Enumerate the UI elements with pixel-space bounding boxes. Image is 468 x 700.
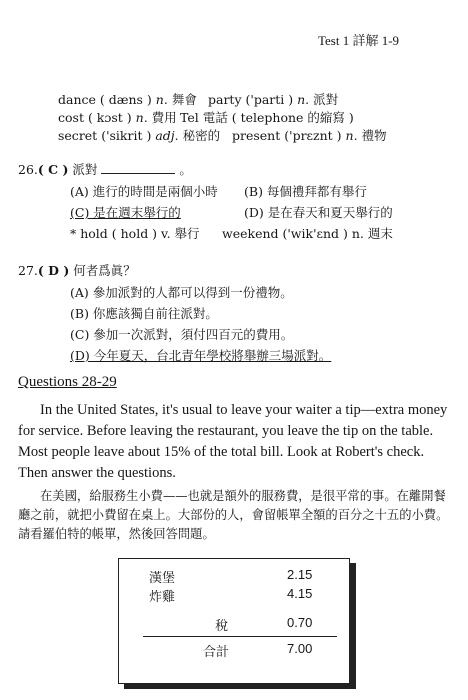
q26-note-weekend: weekend ('wik'ɛnd ) n. 週末 <box>222 226 393 241</box>
q26-option-b: (B) 每個禮拜都有舉行 <box>244 184 367 199</box>
vocab-dance: dance ( dæns ) n. 舞會 <box>58 92 197 107</box>
question-26-stem: 26.( C ) 派對 。 <box>18 162 192 177</box>
vocab-present: present ('prɛznt ) n. 禮物 <box>232 128 387 143</box>
check-item-price: 2.15 <box>287 567 313 582</box>
q26-option-d: (D) 是在春天和夏天舉行的 <box>244 205 393 220</box>
check-item-name: 漢堡 <box>149 570 176 585</box>
check-divider <box>143 636 337 637</box>
section-title: Questions 28-29 <box>18 374 117 390</box>
answer-26: ( C ) <box>37 162 69 177</box>
passage-chinese: 在美國，給服務生小費——也就是額外的服務費，是很平常的事。在離開餐廳之前，就把小費留在桌上。大部份的人，會留帳單全額的百分之十五的小費。請看羅伯特的帳單，然後回答問題。 <box>18 489 449 541</box>
vocab-secret: secret ('sikrit ) adj. 秘密的 <box>58 128 221 143</box>
q27-option-b: (B) 你應該獨自前往派對。 <box>70 306 218 321</box>
q27-option-a: (A) 參加派對的人都可以得到一份禮物。 <box>70 285 293 300</box>
check-tax-value: 0.70 <box>287 615 313 630</box>
answer-27: ( D ) <box>37 263 70 278</box>
q27-option-c: (C) 參加一次派對，須付四百元的費用。 <box>70 327 294 342</box>
vocab-party: party ('parti ) n. 派對 <box>208 92 339 107</box>
vocab-cost: cost ( kɔst ) n. 費用 <box>58 110 177 125</box>
q26-note-hold: * hold ( hold ) v. 舉行 <box>70 226 200 241</box>
q27-option-d: (D) 今年夏天，台北青年學校將舉辦三場派對。 <box>70 348 332 363</box>
check-total-label: 合計 <box>203 644 230 659</box>
check-item-price: 4.15 <box>287 586 313 601</box>
answer-blank <box>101 161 175 174</box>
check-tax-label: 稅 <box>215 618 229 633</box>
q26-option-c: (C) 是在週末舉行的 <box>70 205 181 220</box>
question-27-stem: 27.( D ) 何者爲眞？ <box>18 263 136 278</box>
vocab-tel: Tel 電話 ( telephone 的縮寫 ) <box>180 110 354 125</box>
check-item-name: 炸雞 <box>149 589 176 604</box>
check-receipt <box>118 558 350 684</box>
passage-english: In the United States, it's usual to leave your waiter a tip—extra money for service. Before leaving the restaurant, you leave the tip on the table. Most people leave about 15% of the total bill. Look at Robert's check. Then answer the questions. <box>18 402 448 481</box>
check-total-value: 7.00 <box>287 641 313 656</box>
q26-option-a: (A) 進行的時間是兩個小時 <box>70 184 218 199</box>
page-header: Test 1 詳解 1-9 <box>318 33 400 48</box>
